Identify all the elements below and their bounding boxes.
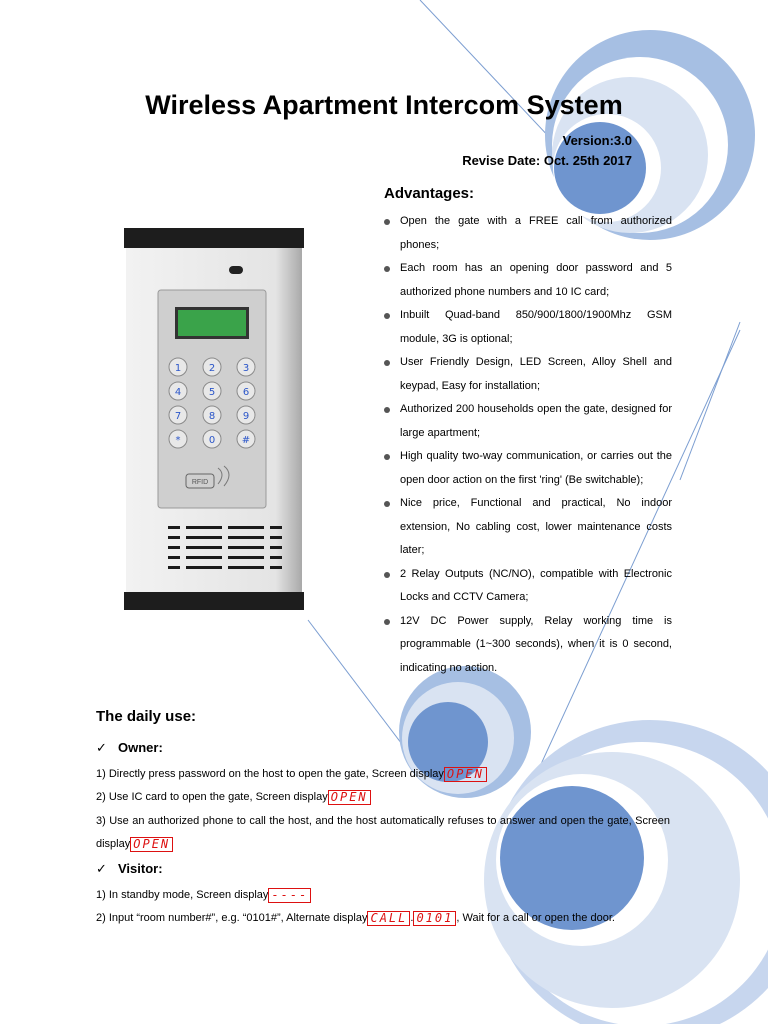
segment-display: OPEN (444, 767, 487, 782)
segment-display: 0101 (413, 911, 456, 926)
advantage-text: Open the gate with a FREE call from authorized phones; (400, 215, 672, 251)
visitor-line-tail: , Wait for a call or open the door. (456, 912, 615, 924)
keypad-key (237, 406, 255, 424)
speaker-slot (228, 556, 264, 559)
speaker-slot (186, 566, 222, 569)
advantages-list (384, 210, 672, 680)
segment-display: ---- (268, 888, 311, 903)
advantage-item (384, 610, 672, 681)
bullet-icon (384, 407, 390, 413)
keypad-key-label: # (241, 435, 251, 446)
keypad-key (237, 382, 255, 400)
keypad-key (203, 430, 221, 448)
advantage-item (384, 398, 672, 445)
segment-display: OPEN (130, 837, 173, 852)
speaker-slot (168, 566, 180, 569)
owner-label: Owner: (118, 740, 163, 755)
keypad-key (169, 358, 187, 376)
keypad-key-label: * (175, 435, 181, 446)
bullet-icon (384, 501, 390, 507)
speaker-slot (270, 526, 282, 529)
keypad-key (203, 382, 221, 400)
speaker-slot (228, 546, 264, 549)
speaker-slot (168, 556, 180, 559)
advantage-item (384, 351, 672, 398)
keypad-key-label: 0 (208, 435, 216, 446)
advantage-item (384, 304, 672, 351)
owner-line-text: 1) Directly press password on the host to open the gate, Screen display (96, 768, 444, 780)
bullet-icon (384, 454, 390, 460)
visitor-label: Visitor: (118, 861, 163, 876)
bullet-icon (384, 572, 390, 578)
speaker-slot (270, 536, 282, 539)
daily-use-heading: The daily use: (96, 708, 197, 725)
visitor-subheading (96, 861, 163, 877)
bullet-icon (384, 360, 390, 366)
owner-line (96, 810, 670, 856)
version-info (462, 131, 632, 171)
advantage-item (384, 210, 672, 257)
advantage-text: Nice price, Functional and practical, No indoor extension, No cabling cost, lower maintenance costs later; (400, 497, 672, 556)
owner-line (96, 786, 670, 809)
keypad-key (203, 358, 221, 376)
advantage-text: Each room has an opening door password and 5 authorized phone numbers and 10 IC card; (400, 262, 672, 298)
keypad-key (169, 406, 187, 424)
keypad-key (237, 358, 255, 376)
rfid-label: RFID (191, 479, 209, 486)
speaker-slot (168, 546, 180, 549)
keypad-key-label: 9 (242, 411, 250, 422)
advantages-heading: Advantages: (384, 185, 475, 202)
segment-display: OPEN (328, 790, 371, 805)
camera-lens-icon (229, 266, 243, 274)
keypad-key-label: 1 (174, 363, 182, 374)
keypad-key-label: 4 (174, 387, 182, 398)
speaker-slot (186, 536, 222, 539)
device-bottom-cap (124, 592, 304, 610)
advantage-item (384, 445, 672, 492)
speaker-slot (168, 536, 180, 539)
owner-line-text: 3) Use an authorized phone to call the host, and the host automatically refuses to answer and open the gate, Screen display (96, 815, 670, 850)
advantage-text: 2 Relay Outputs (NC/NO), compatible with Electronic Locks and CCTV Camera; (400, 567, 672, 603)
version-text: Version:3.0 (562, 133, 632, 148)
speaker-slot (228, 566, 264, 569)
advantage-item (384, 492, 672, 563)
advantage-text: High quality two-way communication, or carries out the open door action on the first 'ring' (Be switchable); (400, 450, 672, 486)
checkmark-icon: ✓ (96, 740, 107, 755)
keypad-key (237, 430, 255, 448)
bullet-icon (384, 219, 390, 225)
advantage-item (384, 257, 672, 304)
intercom-device-illustration (124, 228, 304, 610)
segment-display: CALL (367, 911, 410, 926)
visitor-line-text: 1) In standby mode, Screen display (96, 889, 269, 901)
checkmark-icon: ✓ (96, 861, 107, 876)
keypad-key-label: 3 (242, 363, 250, 374)
speaker-slot (228, 526, 264, 529)
device-top-cap (124, 228, 304, 248)
keypad-key-label: 6 (242, 387, 250, 398)
page-title: Wireless Apartment Intercom System (145, 90, 623, 120)
bullet-icon (384, 619, 390, 625)
keypad-key (169, 430, 187, 448)
speaker-slot (270, 556, 282, 559)
owner-line-text: 2) Use IC card to open the gate, Screen display (96, 791, 328, 803)
bullet-icon (384, 313, 390, 319)
keypad-key (169, 382, 187, 400)
visitor-line (96, 884, 670, 907)
advantage-item (384, 563, 672, 610)
keypad-key (203, 406, 221, 424)
keypad-key-label: 7 (174, 411, 182, 422)
speaker-slot (186, 556, 222, 559)
visitor-line-text: 2) Input “room number#”, e.g. “0101#”, Alternate display (96, 912, 368, 924)
advantage-text: 12V DC Power supply, Relay working time is programmable (1~300 seconds), when it is 0 second, indicating no action. (400, 614, 672, 674)
bullet-icon (384, 266, 390, 272)
owner-subheading (96, 740, 163, 756)
advantage-text: Inbuilt Quad-band 850/900/1800/1900Mhz GSM module, 3G is optional; (400, 309, 672, 345)
owner-line (96, 763, 670, 786)
speaker-slot (270, 566, 282, 569)
speaker-slot (270, 546, 282, 549)
speaker-slot (228, 536, 264, 539)
speaker-slot (186, 546, 222, 549)
advantage-text: User Friendly Design, LED Screen, Alloy Shell and keypad, Easy for installation; (400, 356, 672, 392)
lcd-display (178, 310, 246, 336)
advantage-text: Authorized 200 households open the gate, designed for large apartment; (400, 403, 672, 439)
keypad-key-label: 5 (208, 387, 216, 398)
speaker-slot (168, 526, 180, 529)
speaker-slot (186, 526, 222, 529)
keypad-key-label: 2 (208, 363, 216, 374)
visitor-line: 2) Input “room number#”, e.g. “0101#”, Alternate display CALL . 0101 , Wait for a call or open the door. (96, 910, 615, 925)
keypad-key-label: 8 (208, 411, 216, 422)
revise-date: Revise Date: Oct. 25th 2017 (462, 153, 632, 168)
